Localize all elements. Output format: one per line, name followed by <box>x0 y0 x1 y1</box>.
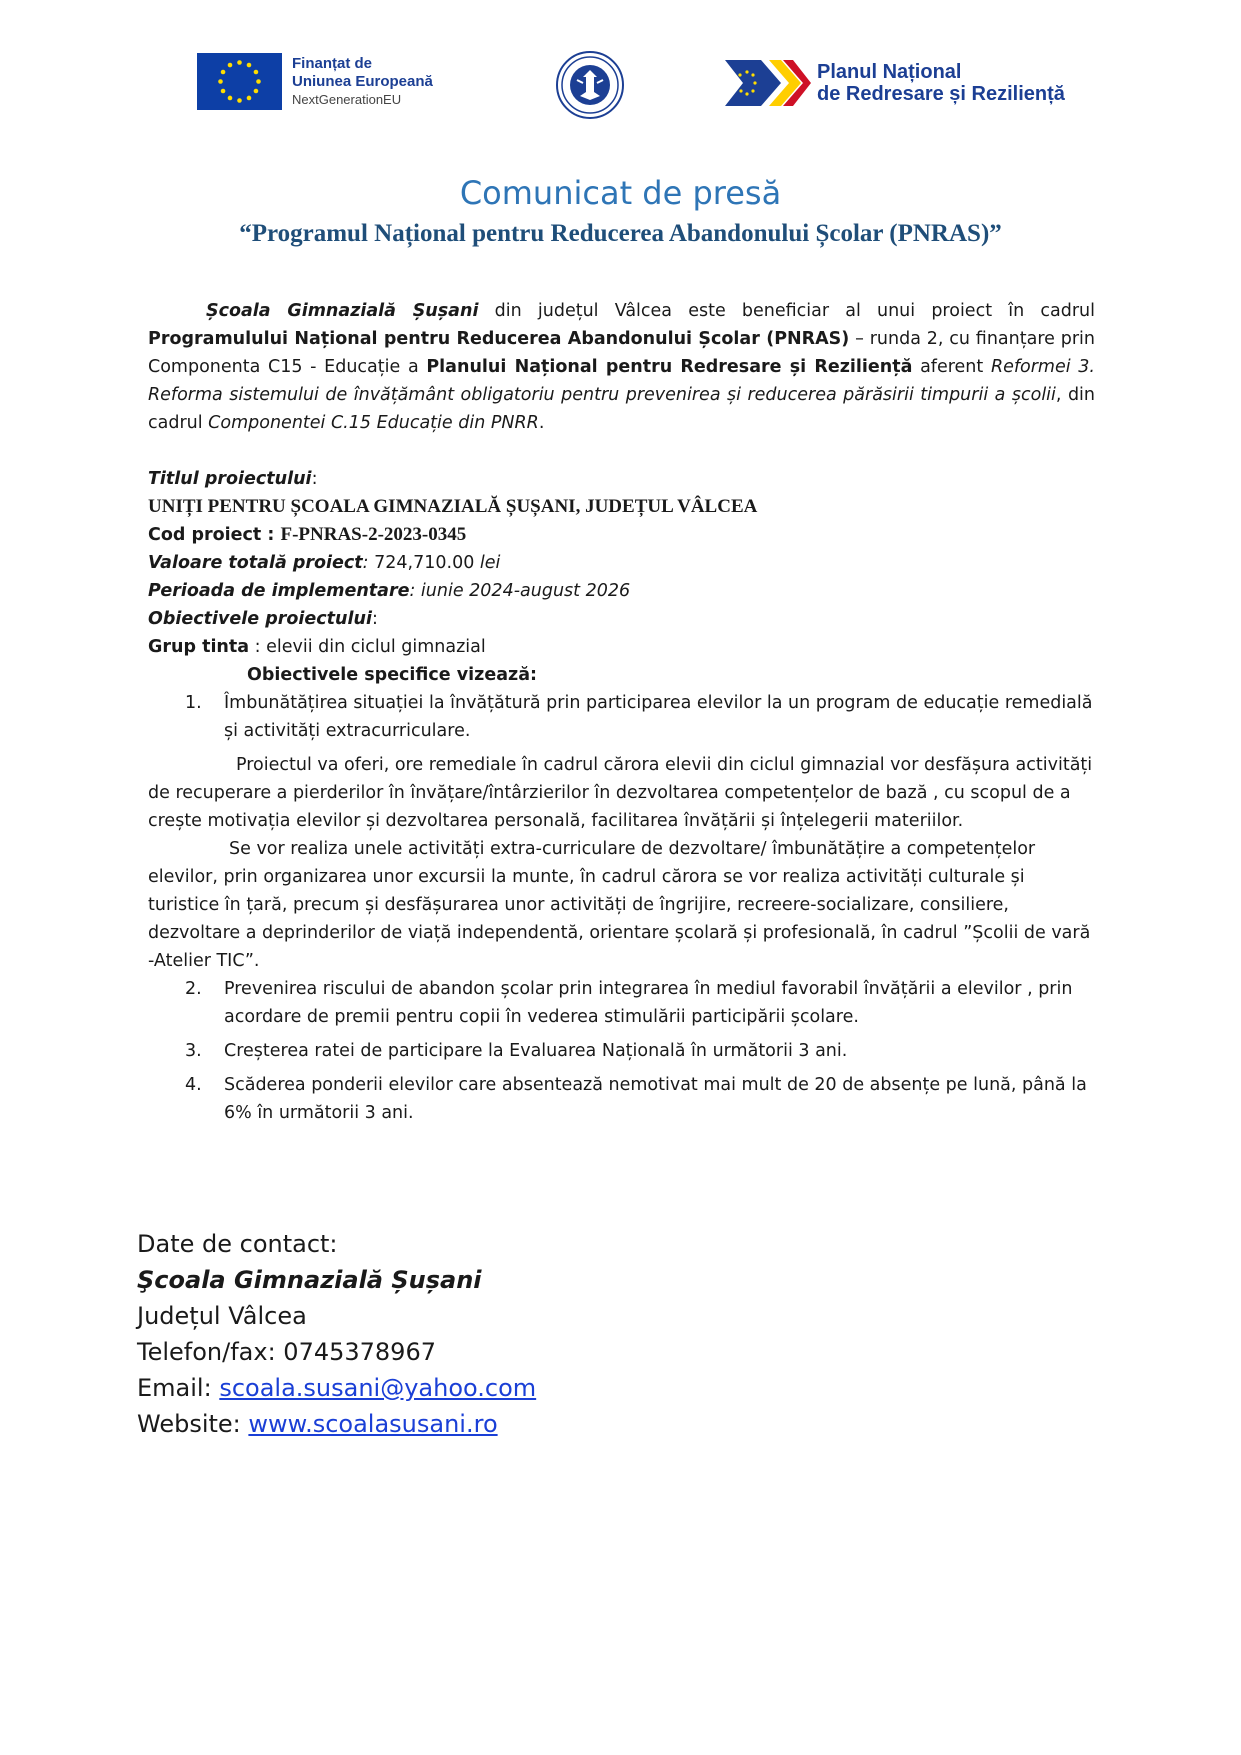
eu-star-icon <box>237 98 242 103</box>
logo-header <box>0 50 1241 120</box>
pnrr-text-line2: de Redresare și Reziliență <box>817 83 1065 105</box>
project-details: Titlul proiectului: UNIȚI PENTRU ȘCOALA GIMNAZIALĂ ȘUȘANI, JUDEȚUL VÂLCEA Cod proiect : F-PNRAS-2-2023-0345 Valoare totală proiect: 724,710.00 lei Perioada de implementare: iunie 2024-august 2026 Obiectivele proiectului: Grup tinta : elevii din ciclul gimnazial Obiectivele specifice vizează: <box>148 465 1095 689</box>
objective-text: Îmbunătățirea situației la învățătură prin participarea elevilor la un program de educație remedială și activități extracurriculare. <box>224 693 1093 741</box>
objective1-paragraph: Se vor realiza unele activități extra-curriculare de dezvoltare/ îmbunătățire a competențelor elevilor, prin organizarea unor excursii la munte, în cadrul cărora se vor realiza activități culturale și turistice în țară, precum și desfășurarea unor activități de îngrijire, recreere-socializare, consiliere, dezvoltare a deprinderilor de viață independentă, orientare școlară și profesională, în cadrul ”Școlii de vară -Atelier TIC”. <box>148 839 1091 971</box>
pnrr-logo <box>723 58 1065 108</box>
eu-star-icon <box>228 63 233 68</box>
objectives-list <box>148 689 1095 745</box>
objective-number: 3. <box>185 1041 202 1061</box>
phone-number: 0745378967 <box>283 1338 436 1366</box>
contact-block <box>137 1226 536 1442</box>
eu-text-line2: Uniunea Europeană <box>292 72 433 90</box>
project-title-value: UNIȚI PENTRU ȘCOALA GIMNAZIALĂ ȘUȘANI, JUDEȚUL VÂLCEA <box>148 496 758 517</box>
list-item <box>148 689 1095 745</box>
project-title-label: Titlul proiectului <box>148 469 312 489</box>
objective-number: 2. <box>185 979 202 999</box>
project-value-amount: 724,710.00 <box>368 553 480 573</box>
pnrr-text-line1: Planul Național <box>817 61 962 83</box>
intro-text-3: aferent <box>912 357 991 377</box>
eu-star-icon <box>218 79 223 84</box>
objective-number: 1. <box>185 693 202 713</box>
intro-school: Școala Gimnazială Șușani <box>206 301 479 321</box>
eu-star-icon <box>228 96 233 101</box>
website-link[interactable]: www.scoalasusani.ro <box>248 1410 498 1438</box>
contact-heading: Date de contact: <box>137 1230 338 1258</box>
eu-text-line1: Finanțat de <box>292 54 373 72</box>
objective-text: Creșterea ratei de participare la Evaluarea Națională în următorii 3 ani. <box>224 1041 848 1061</box>
phone-label: Telefon/fax: <box>137 1338 284 1366</box>
objectives-list <box>148 975 1095 1127</box>
project-objectives-label: Obiectivele proiectului <box>148 609 372 629</box>
intro-reform: Reformei 3. Reforma sistemului de învățământ obligatoriu pentru prevenirea și reducerea părăsirii timpurii a școlii <box>148 357 1095 405</box>
intro-plan: Planului Național pentru Redresare și Reziliență <box>426 357 913 377</box>
list-item <box>148 975 1095 1031</box>
document-body <box>148 297 1095 1127</box>
page-title: Comunicat de presă <box>459 174 782 212</box>
target-group-value: : elevii din ciclul gimnazial <box>249 637 486 657</box>
objective-number: 4. <box>185 1075 202 1095</box>
list-item <box>148 1037 1095 1065</box>
eu-star-icon <box>237 60 242 65</box>
email-link[interactable]: scoala.susani@yahoo.com <box>219 1374 537 1402</box>
eu-star-icon <box>247 63 252 68</box>
pnrr-arrow-flag-icon <box>723 58 811 108</box>
target-group-label: Grup tinta <box>148 637 250 657</box>
project-code-label: Cod proiect : <box>148 525 281 545</box>
project-value-label: Valoare totală proiect <box>148 553 363 573</box>
contact-county: Județul Vâlcea <box>137 1302 307 1330</box>
objective-text: Scăderea ponderii elevilor care absentează nemotivat mai mult de 20 de absențe pe lună, până la 6% în următorii 3 ani. <box>224 1075 1087 1123</box>
objective-text: Prevenirea riscului de abandon școlar prin integrarea în mediul favorabil învățării a elevilor , prin acordare de premii pentru copii în vederea stimulării participării școlare. <box>224 979 1073 1027</box>
website-label: Website: <box>137 1410 249 1438</box>
eu-star-icon <box>221 89 226 94</box>
intro-text-2: – runda 2, cu finanțare prin Componenta C15 - Educație a <box>148 329 1095 377</box>
eu-star-icon <box>247 96 252 101</box>
eu-star-icon <box>254 70 259 75</box>
eu-flag-icon <box>197 53 282 110</box>
list-item <box>148 1071 1095 1127</box>
eu-logo <box>197 53 433 110</box>
eu-star-icon <box>221 70 226 75</box>
email-label: Email: <box>137 1374 220 1402</box>
intro-paragraph <box>148 297 1095 437</box>
intro-component: Componentei C.15 Educație din PNRR <box>208 413 539 433</box>
eu-text-line3: NextGenerationEU <box>292 91 402 107</box>
eu-star-icon <box>254 89 259 94</box>
intro-text-5: . <box>538 413 545 433</box>
project-period-label: Perioada de implementare <box>148 581 410 601</box>
project-value-currency: lei <box>479 553 501 573</box>
intro-program: Programulului Național pentru Reducerea Abandonului Școlar (PNRAS) <box>148 329 850 349</box>
page-subtitle: “Programul Național pentru Reducerea Abandonului Școlar (PNRAS)” <box>239 220 1002 247</box>
government-seal-icon <box>553 50 628 120</box>
objective1-paragraph: Proiectul va oferi, ore remediale în cadrul cărora elevii din ciclul gimnazial vor desfășura activități de recuperare a pierderilor în învățare/întârzierilor în dezvoltarea competențelor de bază , cu scopul de a crește motivația elevilor și dezvoltarea personală, facilitarea învățării și înțelegerii materiilor. <box>148 755 1093 831</box>
project-code-value: F-PNRAS-2-2023-0345 <box>280 524 467 545</box>
intro-text-1: din județul Vâlcea este beneficiar al unui proiect în cadrul <box>478 301 1095 321</box>
eu-star-icon <box>256 79 261 84</box>
specific-objectives-heading: Obiectivele specifice vizează: <box>247 665 537 685</box>
intro-text-4: , din cadrul <box>148 385 1096 433</box>
project-period-value: : iunie 2024-august 2026 <box>409 581 631 601</box>
contact-school: Şcoala Gimnazială Șușani <box>137 1266 482 1294</box>
